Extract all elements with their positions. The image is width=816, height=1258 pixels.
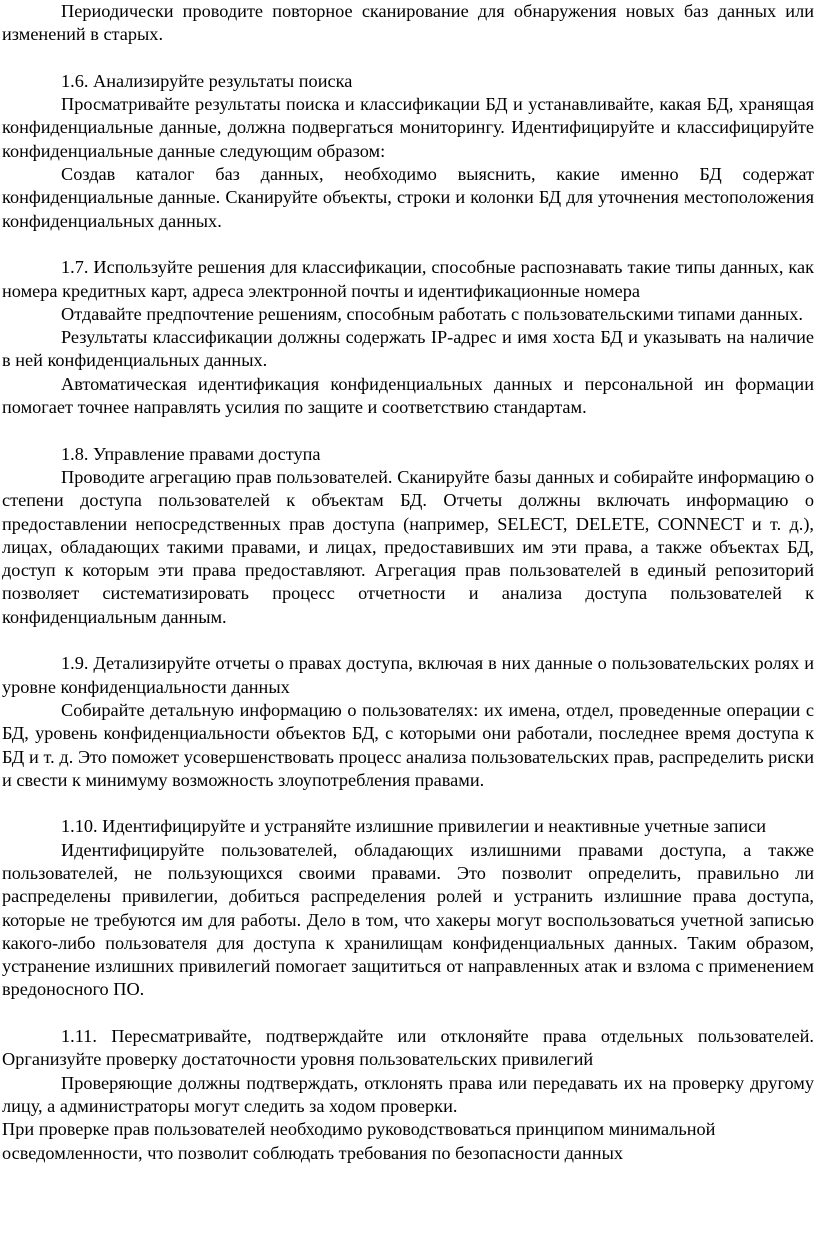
section-heading-1-8: 1.8. Управление правами доступа [61,443,321,464]
paragraph-review-results: Просматривайте результаты поиска и классификации БД и устанавливайте, какая БД, хранящая конфиденциальные данные, должна подвергаться мониторингу. Идентифицируйте и классифицируйте конфиденциальные данные следующим образом: [2,94,814,161]
paragraph-auto-identification: Автоматическая идентификация конфиденциальных данных и персональной ин формации помогает точнее направлять усилия по защите и соответствию стандартам. [2,373,814,418]
section-heading-1-7: 1.7. Используйте решения для классификации, способные распознавать такие типы данных, как номера кредитных карт, адреса электронной почты и идентификационные номера [2,257,814,301]
section-heading-1-9: 1.9. Детализируйте отчеты о правах доступа, включая в них данные о пользовательских ролях и уровне конфиденциальности данных [2,653,814,697]
paragraph-ip-host: Результаты классификации должны содержать IP-адрес и имя хоста БД и указывать на наличие в ней конфиденциальных данных. [2,327,814,371]
paragraph-least-privilege: При проверке прав пользователей необходимо руководствоваться принципом минимальной осведомленности, что позволит соблюдать требования по безопасности данных [2,1119,716,1163]
section-heading-1-6: 1.6. Анализируйте результаты поиска [61,70,353,91]
paragraph-aggregation: Проводите агрегацию прав пользователей. Сканируйте базы данных и собирайте информацию о степени доступа пользователей к объектам БД. Отчеты должны включать информацию о предоставлении непосредственных прав доступа (например, SELECT, DELETE, CONNECT и т. д.), лицах, обладающих такими правами, и лицах, предоставивших им эти права, а также объектах БД, доступ к которым эти права предоставляют. Агрегация прав пользователей в единый репозиторий позволяет систематизировать процесс отчетности и анализа доступа пользователей к конфиденциальным данным. [2,466,814,627]
paragraph-rescan: Периодически проводите повторное сканирование для обнаружения новых баз данных или изменений в старых. [2,1,814,45]
section-heading-1-10: 1.10. Идентифицируйте и устраняйте излишние привилегии и неактивные учетные записи [61,816,767,837]
paragraph-catalog: Создав каталог баз данных, необходимо выяснить, какие именно БД содержат конфиденциальные данные. Сканируйте объекты, строки и колонки БД для уточнения местоположения конфиденциальных данных. [2,164,814,231]
paragraph-reviewers: Проверяющие должны подтверждать, отклонять права или передавать их на проверку другому лицу, а администраторы могут следить за ходом проверки. [2,1072,814,1116]
paragraph-user-details: Собирайте детальную информацию о пользователях: их имена, отдел, проведенные операции с БД, уровень конфиденциальности объектов БД, с которыми они работали, последнее время доступа к БД и т. д. Это поможет усовершенствовать процесс анализа пользовательских прав, распределить риски и свести к минимуму возможность злоупотребления правами. [2,699,814,790]
section-heading-1-11: 1.11. Пересматривайте, подтверждайте или отклоняйте права отдельных пользователей. Организуйте проверку достаточности уровня пользовательских привилегий [2,1026,814,1070]
paragraph-excess-privileges: Идентифицируйте пользователей, обладающих излишними правами доступа, а также пользователей, не пользующихся своими правами. Это позволит определить, правильно ли распределены привилегии, добиться распределения ролей и устранить излишние права доступа, которые не требуются им для работы. Дело в том, что хакеры могут воспользоваться учетной записью какого-либо пользователя для доступа к хранилищам конфиденциальных данных. Таким образом, устранение излишних привилегий помогает защититься от направленных атак и взлома с применением вредоносного ПО. [2,839,814,1000]
paragraph-custom-types: Отдавайте предпочтение решениям, способным работать с пользовательскими типами данных. [61,303,803,324]
